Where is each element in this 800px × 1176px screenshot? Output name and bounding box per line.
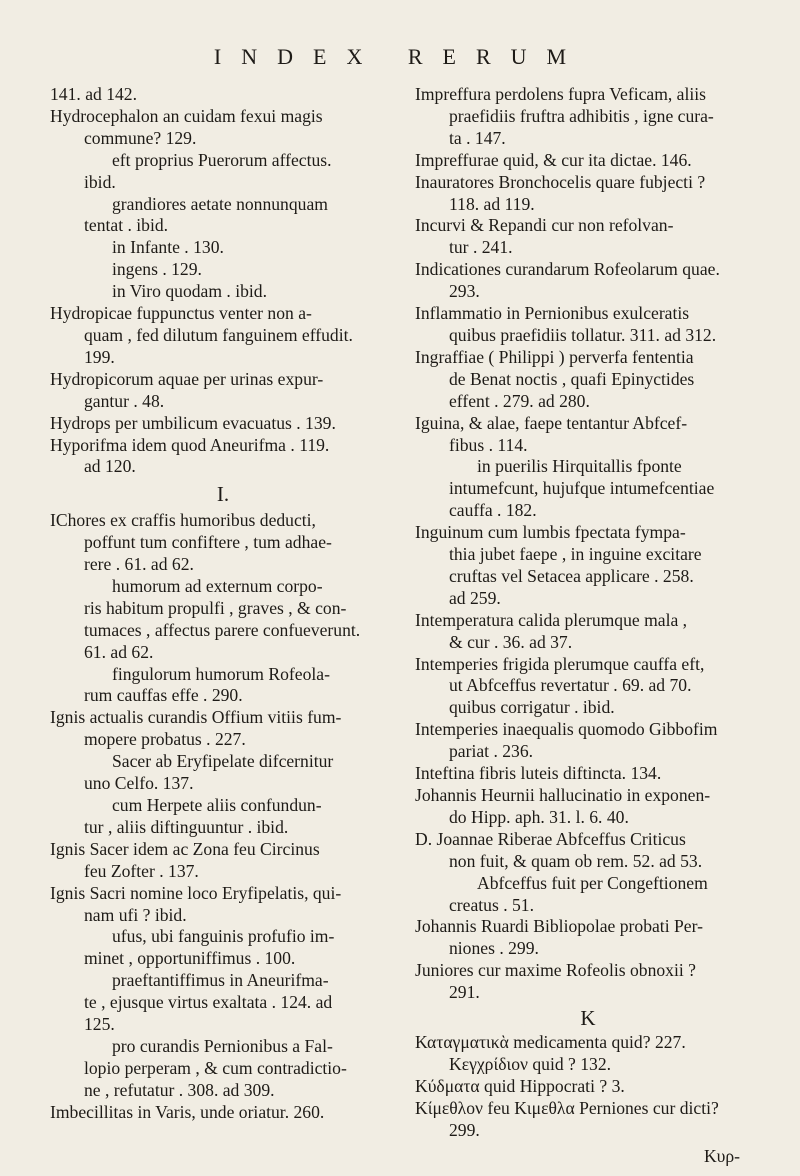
right-column-line: Indicationes curandarum Rofeolarum quae. <box>415 259 720 280</box>
left-column-line: Ignis Sacer idem ac Zona feu Circinus <box>50 838 320 859</box>
right-column-line: 118. ad 119. <box>449 193 535 214</box>
right-column-line: Impreffurae quid, & cur ita dictae. 146. <box>415 149 692 170</box>
left-column-line: ingens . 129. <box>112 259 202 280</box>
right-column-line: D. Joannae Riberae Abfceffus Criticus <box>415 828 686 849</box>
right-column-line: Abfceffus fuit per Congeftionem <box>477 872 708 893</box>
left-column-line: fingulorum humorum Rofeola- <box>112 663 330 684</box>
right-column-line: quibus corrigatur . ibid. <box>449 697 615 718</box>
right-column-line: & cur . 36. ad 37. <box>449 631 573 652</box>
right-column-line: Inguinum cum lumbis fpectata fympa- <box>415 522 686 543</box>
right-column-line: Intemperatura calida plerumque mala , <box>415 609 688 630</box>
left-column-line: commune? 129. <box>84 127 197 148</box>
left-column-line: mopere probatus . 227. <box>84 729 246 750</box>
left-column-line: rum cauffas effe . 290. <box>84 685 243 706</box>
left-column-line: quam , fed dilutum fanguinem effudit. <box>84 324 353 345</box>
right-column-line: cruftas vel Setacea applicare . 258. <box>449 565 694 586</box>
left-column-line: tur , aliis diftinguuntur . ibid. <box>84 816 289 837</box>
left-column-line: in Infante . 130. <box>112 237 224 258</box>
left-column-line: IChores ex craffis humoribus deducti, <box>50 510 316 531</box>
left-column-line: ufus, ubi fanguinis profufio im- <box>112 926 335 947</box>
right-column-line: intumefcunt, hujufque intumefcentiae <box>449 478 715 499</box>
right-column-line: Inteftina fibris luteis diftincta. 134. <box>415 763 662 784</box>
right-column <box>415 84 761 1142</box>
left-column-line: gantur . 48. <box>84 390 165 411</box>
right-column-line: Inflammatio in Pernionibus exulceratis <box>415 303 690 324</box>
left-column-line: Hyporifma idem quod Aneurifma . 119. <box>50 434 330 455</box>
left-column-line: feu Zofter . 137. <box>84 860 199 881</box>
left-column-line: pro curandis Pernionibus a Fal- <box>112 1035 333 1056</box>
right-column-line: 293. <box>449 281 480 302</box>
right-column-line: Intemperies frigida plerumque cauffa eft, <box>415 653 705 674</box>
left-column-line: in Viro quodam . ibid. <box>112 281 268 302</box>
right-column-line: ad 259. <box>449 587 501 608</box>
left-column-line: Hydrocephalon an cuidam fexui magis <box>50 105 323 126</box>
right-column-line: pariat . 236. <box>449 741 534 762</box>
right-column-line: 291. <box>449 982 480 1003</box>
right-column-line: praefidiis fruftra adhibitis , igne cura- <box>449 105 714 126</box>
right-column-line: Juniores cur maxime Rofeolis obnoxii ? <box>415 960 696 981</box>
right-column-line: Κεγχρίδιον quid ? 132. <box>449 1053 612 1074</box>
left-column-line: ibid. <box>84 171 116 192</box>
left-column-line: praeftantiffimus in Aneurifma- <box>112 970 329 991</box>
left-column-line: 199. <box>84 346 115 367</box>
left-column-line: rere . 61. ad 62. <box>84 554 194 575</box>
right-column-line: de Benat noctis , quafi Epinyctides <box>449 368 695 389</box>
right-column-line: Καταγματικὰ medicamenta quid? 227. <box>415 1031 686 1052</box>
left-column-line: ris habitum propulfi , graves , & con- <box>84 597 347 618</box>
left-column-line: tentat . ibid. <box>84 215 169 236</box>
right-column-line: Impreffura perdolens fupra Veficam, aliis <box>415 84 707 104</box>
left-column-line: humorum ad externum corpo- <box>112 575 323 596</box>
left-column-line: te , ejusque virtus exaltata . 124. ad <box>84 992 333 1013</box>
right-column-line: Iguina, & alae, faepe tentantur Abfcef- <box>415 412 688 433</box>
left-column-line: nam ufi ? ibid. <box>84 904 187 925</box>
left-column-line: uno Celfo. 137. <box>84 773 194 794</box>
right-column-line: K <box>580 1006 596 1031</box>
right-column-line: fibus . 114. <box>449 434 528 455</box>
left-column-line: poffunt tum confiftere , tum adhae- <box>84 532 332 553</box>
left-column-line: ne , refutatur . 308. ad 309. <box>84 1079 275 1100</box>
right-column-line: non fuit, & quam ob rem. 52. ad 53. <box>449 850 703 871</box>
left-column-line: minet , opportuniffimus . 100. <box>84 948 296 969</box>
left-column-line: Imbecillitas in Varis, unde oriatur. 260. <box>50 1101 325 1122</box>
right-column-line: Johannis Heurnii hallucinatio in exponen- <box>415 785 711 805</box>
right-column-line: 299. <box>449 1119 480 1140</box>
left-column-line: Hydropicae fuppunctus venter non a- <box>50 303 312 324</box>
left-column-line: tumaces , affectus parere confueverunt. <box>84 619 361 640</box>
left-column-line: cum Herpete aliis confundun- <box>112 795 322 815</box>
left-column-line: Sacer ab Eryfipelate difcernitur <box>112 751 334 772</box>
right-column-line: do Hipp. aph. 31. l. 6. 40. <box>449 806 629 827</box>
left-column-line: Hydrops per umbilicum evacuatus . 139. <box>50 412 336 433</box>
left-column-line: lopio perperam , & cum contradictio- <box>84 1057 347 1078</box>
right-column-line: quibus praefidiis tollatur. 311. ad 312. <box>449 324 717 345</box>
right-column-line: in puerilis Hirquitallis fponte <box>477 456 682 477</box>
right-column-line: ta . 147. <box>449 127 506 148</box>
left-column-line: 125. <box>84 1014 115 1035</box>
catchword: Kυρ- <box>703 1146 740 1166</box>
left-column-line: 141. ad 142. <box>50 84 137 104</box>
left-column-line: ad 120. <box>84 456 136 477</box>
right-column-line: ut Abfceffus revertatur . 69. ad 70. <box>449 675 692 696</box>
left-column <box>50 84 396 1124</box>
right-column-line: thia jubet faepe , in inguine excitare <box>449 544 702 565</box>
left-column-line: grandiores aetate nonnunquam <box>112 193 328 214</box>
right-column-line: Κύδματα quid Hippocrati ? 3. <box>415 1075 625 1096</box>
right-column-line: Intemperies inaequalis quomodo Gibbofim <box>415 719 718 740</box>
right-column-line: tur . 241. <box>449 237 513 258</box>
left-column-line: Ignis actualis curandis Offium vitiis fum- <box>50 707 342 728</box>
left-column-line: Hydropicorum aquae per urinas expur- <box>50 368 324 389</box>
right-column-line: niones . 299. <box>449 938 539 959</box>
running-head: INDEX RERUM <box>213 44 587 69</box>
left-column-line: 61. ad 62. <box>84 641 154 662</box>
right-column-line: creatus . 51. <box>449 894 535 915</box>
right-column-line: Incurvi & Repandi cur non refolvan- <box>415 215 674 236</box>
right-column-line: effent . 279. ad 280. <box>449 390 590 411</box>
right-column-line: Inauratores Bronchocelis quare fubjecti ? <box>415 171 706 192</box>
right-column-line: cauffa . 182. <box>449 500 537 521</box>
left-column-line: I. <box>216 482 230 507</box>
right-column-line: Κίμεθλον feu Κιμεθλα Perniones cur dicti? <box>415 1097 719 1118</box>
left-column-line: eft proprius Puerorum affectus. <box>112 149 332 170</box>
right-column-line: Johannis Ruardi Bibliopolae probati Per- <box>415 916 703 937</box>
right-column-line: Ingraffiae ( Philippi ) perverfa fententia <box>415 346 694 367</box>
left-column-line: Ignis Sacri nomine loco Eryfipelatis, qui- <box>50 882 342 903</box>
